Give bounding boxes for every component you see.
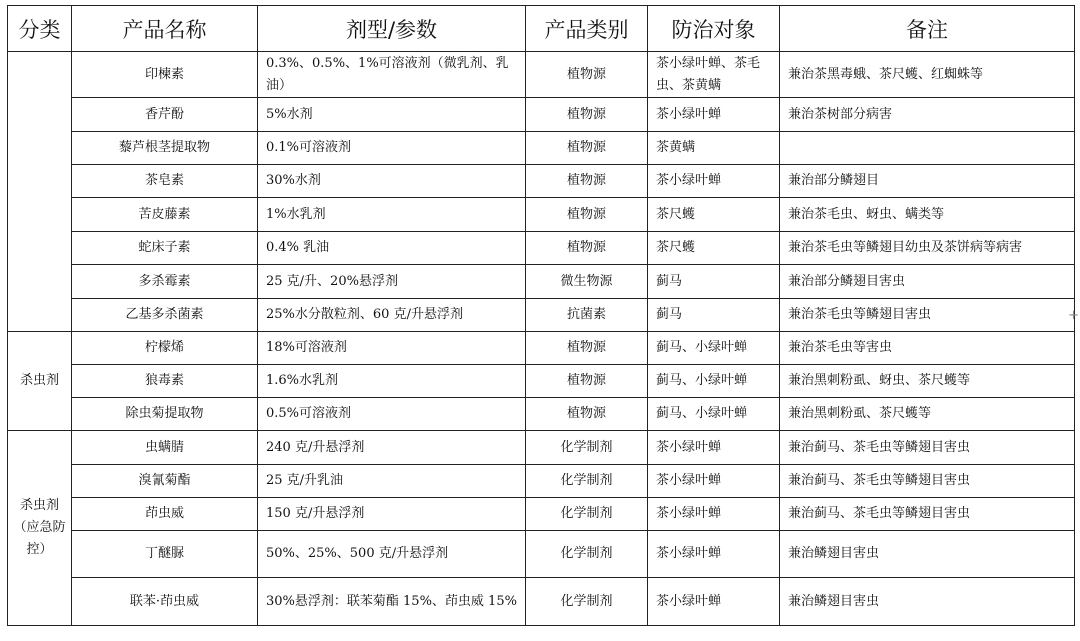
table-row (8, 165, 1075, 198)
product-type: 化学制剂 (526, 465, 648, 498)
product-type: 化学制剂 (526, 531, 648, 578)
target: 茶小绿叶蝉 (648, 431, 780, 465)
product-name: 溴氰菊酯 (72, 465, 258, 498)
product-type: 植物源 (526, 398, 648, 431)
product-type: 化学制剂 (526, 578, 648, 626)
product-type: 植物源 (526, 365, 648, 398)
target: 茶小绿叶蝉 (648, 578, 780, 626)
header-product-name: 产品名称 (72, 6, 258, 52)
product-name: 除虫菊提取物 (72, 398, 258, 431)
product-name: 乙基多杀菌素 (72, 299, 258, 332)
formulation: 25%水分散粒剂、60 克/升悬浮剂 (258, 299, 526, 332)
formulation: 30%悬浮剂：联苯菊酯 15%、茚虫威 15% (258, 578, 526, 626)
note: 兼治黑刺粉虱、蚜虫、茶尺蠖等 (780, 365, 1075, 398)
table-row (8, 299, 1075, 332)
category-cell: 杀虫剂（应急防控） (8, 431, 72, 626)
note: 兼治蓟马、茶毛虫等鳞翅目害虫 (780, 431, 1075, 465)
note (780, 132, 1075, 165)
header-target: 防治对象 (648, 6, 780, 52)
table-row (8, 465, 1075, 498)
note: 兼治茶树部分病害 (780, 98, 1075, 132)
note: 兼治茶毛虫等鳞翅目害虫 (780, 299, 1075, 332)
formulation: 25 克/升、20%悬浮剂 (258, 265, 526, 299)
target: 蓟马、小绿叶蝉 (648, 332, 780, 365)
target: 茶尺蠖 (648, 198, 780, 232)
table-row (8, 265, 1075, 299)
product-name: 蛇床子素 (72, 232, 258, 265)
formulation: 0.1%可溶液剂 (258, 132, 526, 165)
table-row (8, 132, 1075, 165)
target: 蓟马 (648, 265, 780, 299)
target: 蓟马 (648, 299, 780, 332)
product-type: 化学制剂 (526, 431, 648, 465)
category-cell: 杀虫剂 (8, 332, 72, 431)
formulation: 30%水剂 (258, 165, 526, 198)
product-name: 藜芦根茎提取物 (72, 132, 258, 165)
note: 兼治茶毛虫等害虫 (780, 332, 1075, 365)
note: 兼治黑刺粉虱、茶尺蠖等 (780, 398, 1075, 431)
product-type: 植物源 (526, 232, 648, 265)
formulation: 1%水乳剂 (258, 198, 526, 232)
table-row (8, 198, 1075, 232)
target: 蓟马、小绿叶蝉 (648, 398, 780, 431)
product-name: 茚虫威 (72, 498, 258, 531)
note: 兼治部分鳞翅目 (780, 165, 1075, 198)
note: 兼治鳞翅目害虫 (780, 578, 1075, 626)
target: 茶黄螨 (648, 132, 780, 165)
formulation: 25 克/升乳油 (258, 465, 526, 498)
table-row (8, 498, 1075, 531)
target: 茶小绿叶蝉 (648, 498, 780, 531)
page-edge-marker: + (1068, 308, 1079, 323)
table-row (8, 365, 1075, 398)
table-row (8, 578, 1075, 626)
header-row (8, 6, 1075, 52)
note: 兼治茶黑毒蛾、茶尺蠖、红蜘蛛等 (780, 52, 1075, 98)
table-row (8, 431, 1075, 465)
pesticide-table (7, 5, 1075, 626)
product-name: 香芹酚 (72, 98, 258, 132)
formulation: 240 克/升悬浮剂 (258, 431, 526, 465)
product-type: 植物源 (526, 132, 648, 165)
table-row (8, 332, 1075, 365)
product-name: 丁醚脲 (72, 531, 258, 578)
note: 兼治茶毛虫、蚜虫、螨类等 (780, 198, 1075, 232)
product-name: 苦皮藤素 (72, 198, 258, 232)
formulation: 1.6%水乳剂 (258, 365, 526, 398)
target: 茶小绿叶蝉 (648, 465, 780, 498)
note: 兼治蓟马、茶毛虫等鳞翅目害虫 (780, 498, 1075, 531)
product-type: 化学制剂 (526, 498, 648, 531)
formulation: 5%水剂 (258, 98, 526, 132)
formulation: 0.4% 乳油 (258, 232, 526, 265)
target: 茶小绿叶蝉 (648, 165, 780, 198)
product-name: 多杀霉素 (72, 265, 258, 299)
formulation: 50%、25%、500 克/升悬浮剂 (258, 531, 526, 578)
product-name: 狼毒素 (72, 365, 258, 398)
header-product-type: 产品类别 (526, 6, 648, 52)
product-name: 柠檬烯 (72, 332, 258, 365)
target: 茶小绿叶蝉 (648, 531, 780, 578)
note: 兼治蓟马、茶毛虫等鳞翅目害虫 (780, 465, 1075, 498)
table-row (8, 52, 1075, 98)
product-type: 植物源 (526, 165, 648, 198)
product-type: 植物源 (526, 52, 648, 98)
target: 茶小绿叶蝉、茶毛虫、茶黄螨 (648, 52, 780, 98)
target: 茶小绿叶蝉 (648, 98, 780, 132)
note: 兼治部分鳞翅目害虫 (780, 265, 1075, 299)
table-row (8, 531, 1075, 578)
note: 兼治茶毛虫等鳞翅目幼虫及茶饼病等病害 (780, 232, 1075, 265)
formulation: 0.5%可溶液剂 (258, 398, 526, 431)
formulation: 18%可溶液剂 (258, 332, 526, 365)
category-cell (8, 52, 72, 332)
product-type: 植物源 (526, 332, 648, 365)
formulation: 0.3%、0.5%、1%可溶液剂（微乳剂、乳油） (258, 52, 526, 98)
table-row (8, 98, 1075, 132)
table-row (8, 232, 1075, 265)
product-name: 虫螨腈 (72, 431, 258, 465)
product-type: 抗菌素 (526, 299, 648, 332)
product-name: 印楝素 (72, 52, 258, 98)
product-name: 联苯·茚虫威 (72, 578, 258, 626)
product-type: 植物源 (526, 198, 648, 232)
target: 蓟马、小绿叶蝉 (648, 365, 780, 398)
table-row (8, 398, 1075, 431)
header-category: 分类 (8, 6, 72, 52)
header-note: 备注 (780, 6, 1075, 52)
target: 茶尺蠖 (648, 232, 780, 265)
product-type: 植物源 (526, 98, 648, 132)
formulation: 150 克/升悬浮剂 (258, 498, 526, 531)
product-type: 微生物源 (526, 265, 648, 299)
product-name: 茶皂素 (72, 165, 258, 198)
header-formulation: 剂型/参数 (258, 6, 526, 52)
note: 兼治鳞翅目害虫 (780, 531, 1075, 578)
